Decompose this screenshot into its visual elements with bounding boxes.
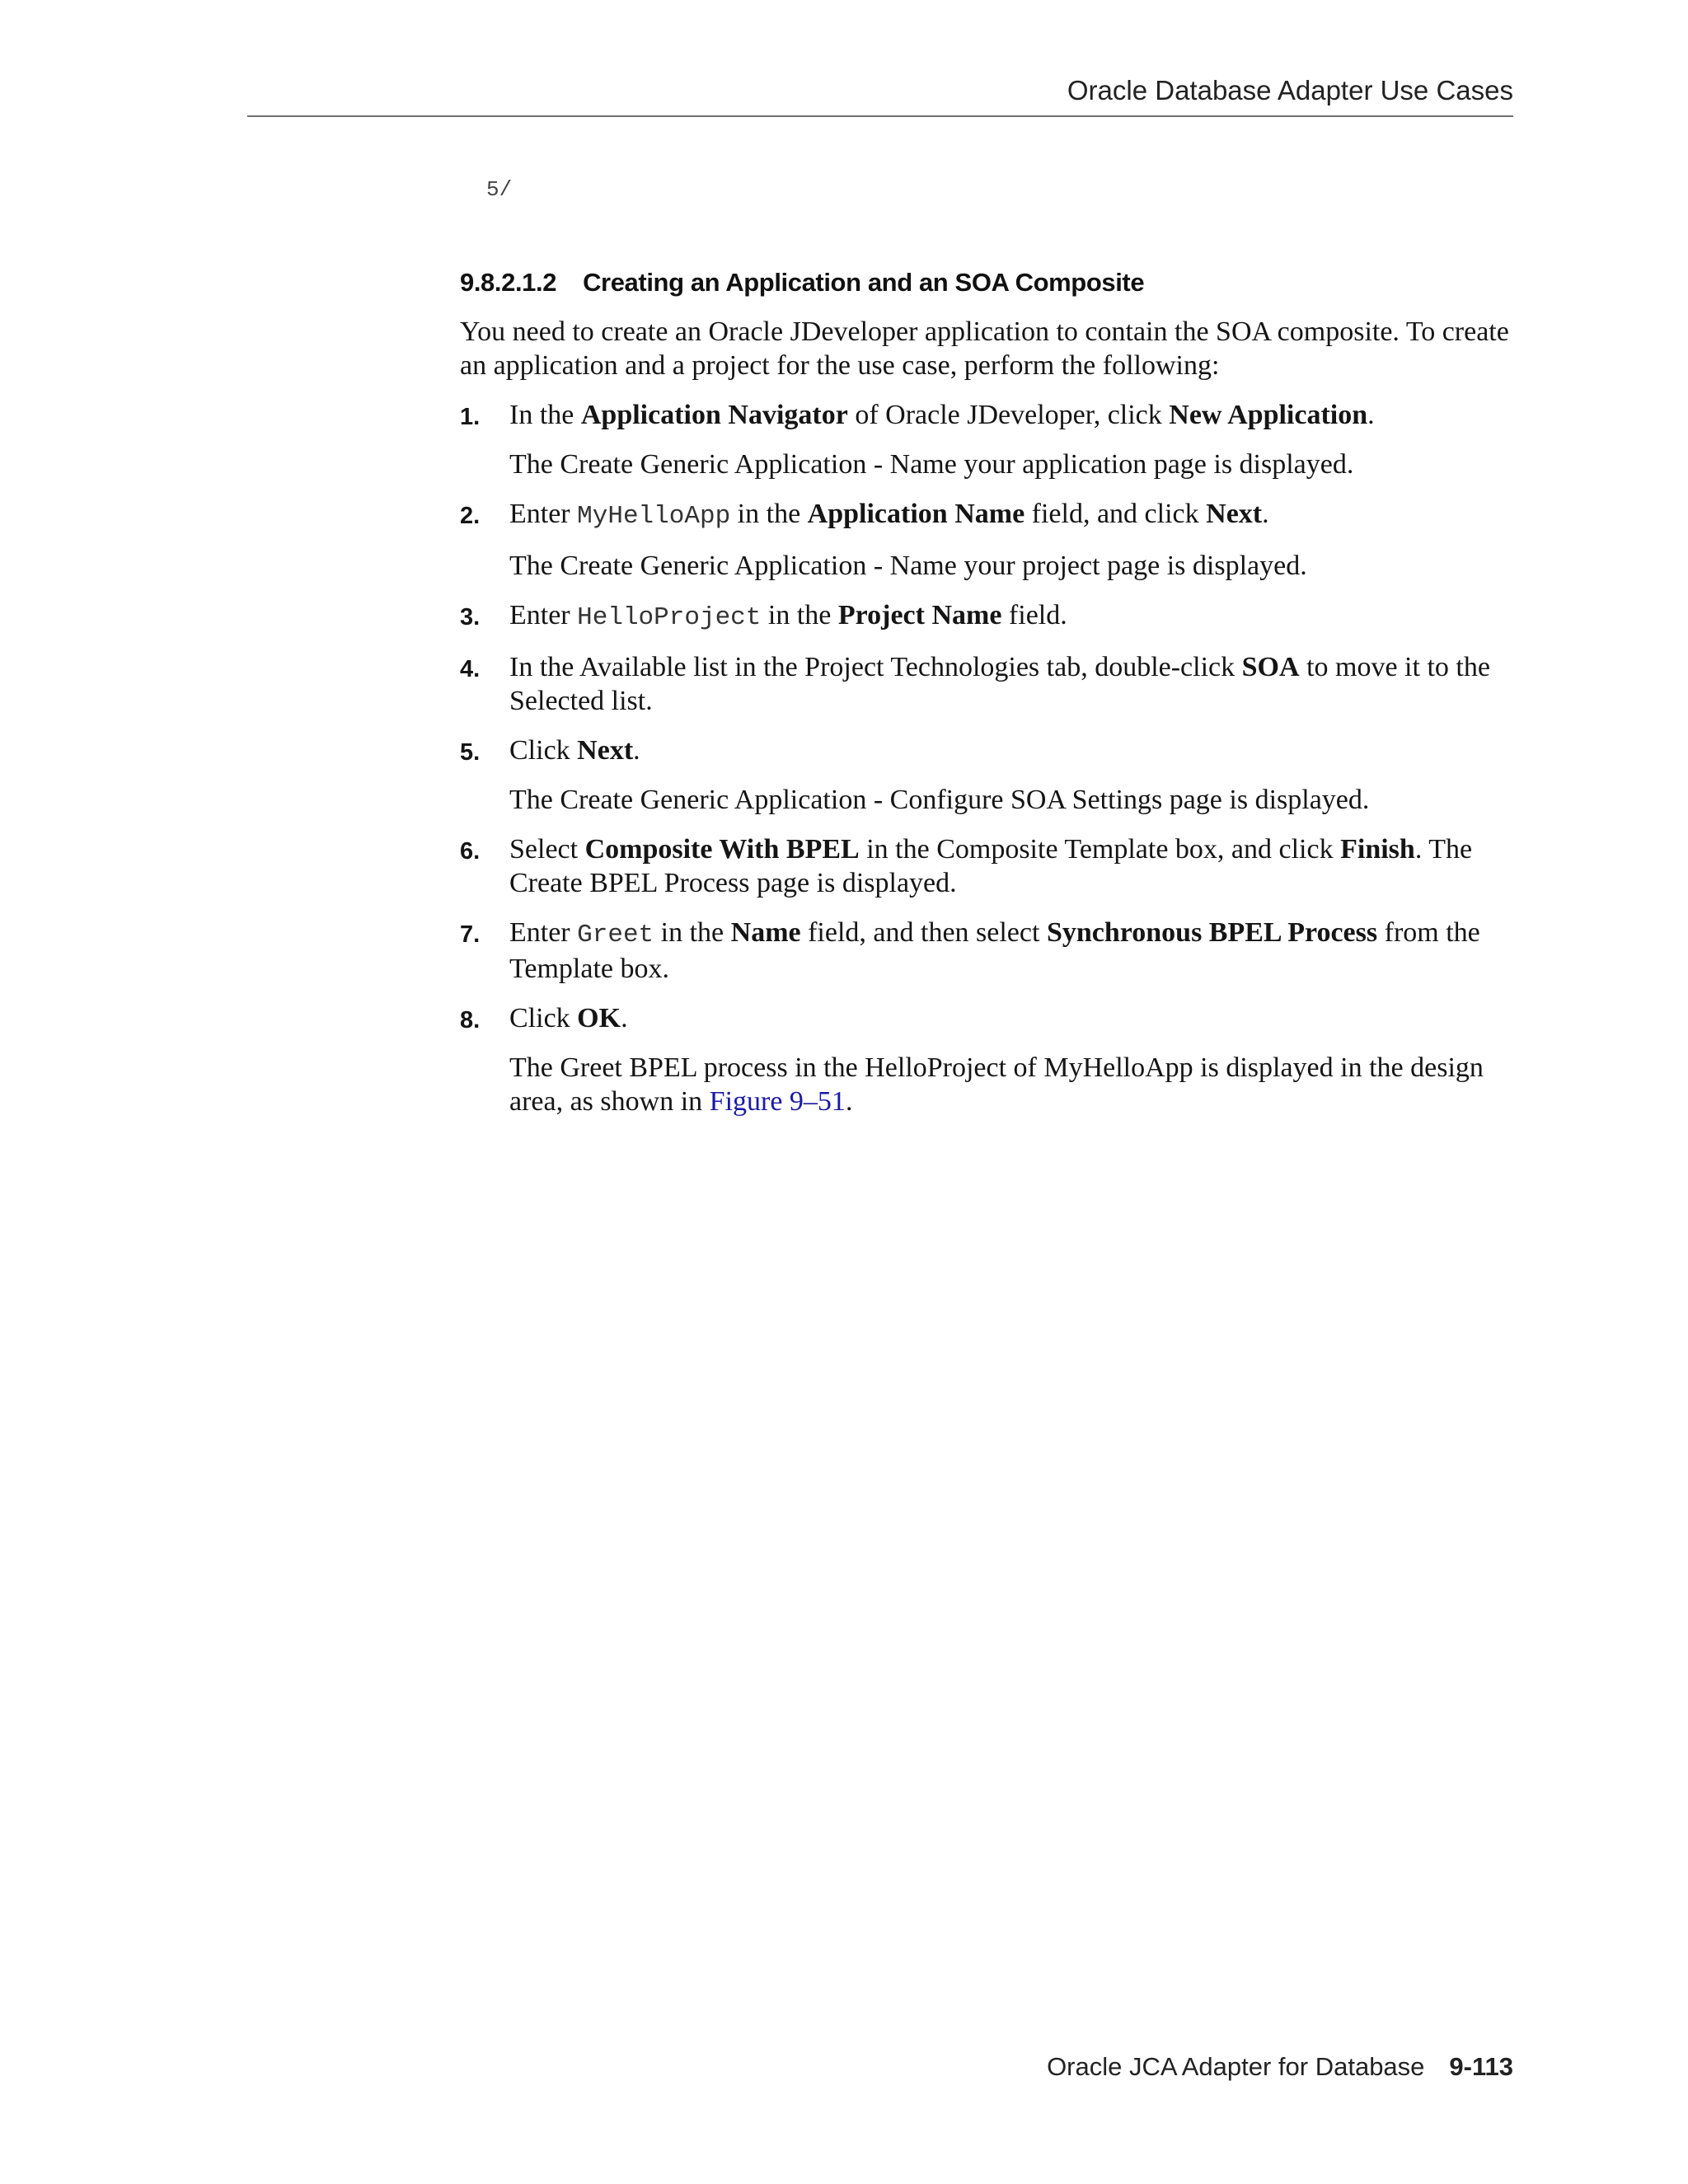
step-text-part: .: [621, 1003, 628, 1033]
step-result-part: The Greet BPEL process in the HelloProject of MyHelloApp is displayed in the design area, as shown in: [509, 1052, 1484, 1117]
code-literal: MyHelloApp: [577, 502, 731, 531]
code-literal: HelloProject: [577, 603, 762, 632]
step-text-part: field.: [1001, 600, 1067, 630]
step-text-part: Click: [509, 1003, 578, 1033]
footer-page-number: 9-113: [1449, 2052, 1513, 2081]
intro-paragraph: You need to create an Oracle JDeveloper application to contain the SOA composite. To create an application and a project for the use case, perform the following:: [460, 316, 1509, 381]
step-text-part: .: [633, 735, 640, 766]
step-text: [509, 832, 1523, 900]
ui-label: SOA: [1241, 652, 1300, 682]
page-footer: [247, 2052, 1513, 2082]
step-text: [509, 733, 1523, 767]
step-text-part: field, and then select: [800, 917, 1047, 948]
ui-label: Name: [730, 917, 801, 948]
ui-label: Synchronous BPEL Process: [1046, 917, 1378, 948]
step-text-part: In the: [509, 400, 581, 430]
figure-link[interactable]: Figure 9–51: [709, 1086, 846, 1117]
step-text-part: Enter: [509, 600, 578, 630]
step-number: 5.: [460, 739, 481, 766]
running-header: Oracle Database Adapter Use Cases: [1067, 75, 1513, 105]
ui-label: Project Name: [837, 600, 1002, 630]
ui-label: New Application: [1169, 400, 1368, 430]
list-item: [460, 650, 1523, 718]
step-text-part: in the: [761, 600, 838, 630]
list-item: [460, 916, 1523, 986]
step-number: 6.: [460, 838, 481, 865]
list-item: [460, 398, 1523, 481]
step-number: 8.: [460, 1007, 481, 1033]
step-text: [509, 650, 1523, 718]
ui-label: OK: [577, 1003, 621, 1033]
section-heading: [460, 268, 1144, 298]
header-rule: [247, 115, 1513, 117]
step-text-part: . The Create BPEL Process page is displayed.: [509, 834, 1473, 898]
footer-book-title: Oracle JCA Adapter for Database: [1047, 2052, 1425, 2081]
step-text: [509, 598, 1523, 635]
step-text-part: from the Template box.: [509, 917, 1480, 984]
step-result: The Create Generic Application - Name your project page is displayed.: [509, 551, 1307, 581]
step-text-part: in the Composite Template box, and click: [859, 834, 1341, 865]
code-literal: Greet: [577, 921, 654, 949]
step-number: 4.: [460, 656, 481, 682]
list-item: [460, 832, 1523, 900]
step-text-part: Enter: [509, 917, 578, 948]
main-content: [460, 315, 1523, 1134]
ui-label: Application Navigator: [580, 400, 848, 430]
list-item: [460, 598, 1523, 635]
list-item: [460, 733, 1523, 817]
steps-list: [460, 398, 1523, 1118]
step-number: 3.: [460, 604, 481, 630]
ui-label: Finish: [1340, 834, 1415, 865]
list-item: [460, 1001, 1523, 1118]
step-text: [509, 916, 1523, 986]
code-fragment: 5/: [486, 177, 513, 202]
step-number: 7.: [460, 921, 481, 948]
step-result: The Create Generic Application - Name your application page is displayed.: [509, 449, 1354, 480]
step-text-part: in the: [654, 917, 731, 948]
ui-label: Next: [1206, 499, 1263, 529]
step-text: [509, 497, 1523, 533]
step-text-part: field, and click: [1025, 499, 1207, 529]
step-text-part: in the: [730, 499, 808, 529]
ui-label: Composite With BPEL: [584, 834, 860, 865]
section-title: Creating an Application and an SOA Composite: [583, 268, 1145, 297]
ui-label: Application Name: [807, 499, 1025, 529]
step-text-part: Click: [509, 735, 578, 766]
step-result: [509, 1051, 1523, 1118]
step-result: The Create Generic Application - Configure SOA Settings page is displayed.: [509, 785, 1370, 815]
step-text: [509, 398, 1523, 432]
step-text-part: In the Available list in the Project Technologies tab, double-click: [509, 652, 1242, 682]
step-text-part: .: [1262, 499, 1269, 529]
step-text: [509, 1001, 1523, 1035]
step-text-part: of Oracle JDeveloper, click: [847, 400, 1170, 430]
step-text-part: .: [1367, 400, 1375, 430]
ui-label: Next: [577, 735, 634, 766]
step-text-part: Enter: [509, 499, 578, 529]
step-text-part: Select: [509, 834, 585, 865]
step-number: 1.: [460, 404, 481, 430]
step-text-part: to move it to the Selected list.: [509, 652, 1490, 716]
step-result-part: .: [845, 1086, 853, 1117]
step-number: 2.: [460, 503, 481, 529]
section-number: 9.8.2.1.2: [460, 268, 557, 297]
list-item: [460, 497, 1523, 583]
